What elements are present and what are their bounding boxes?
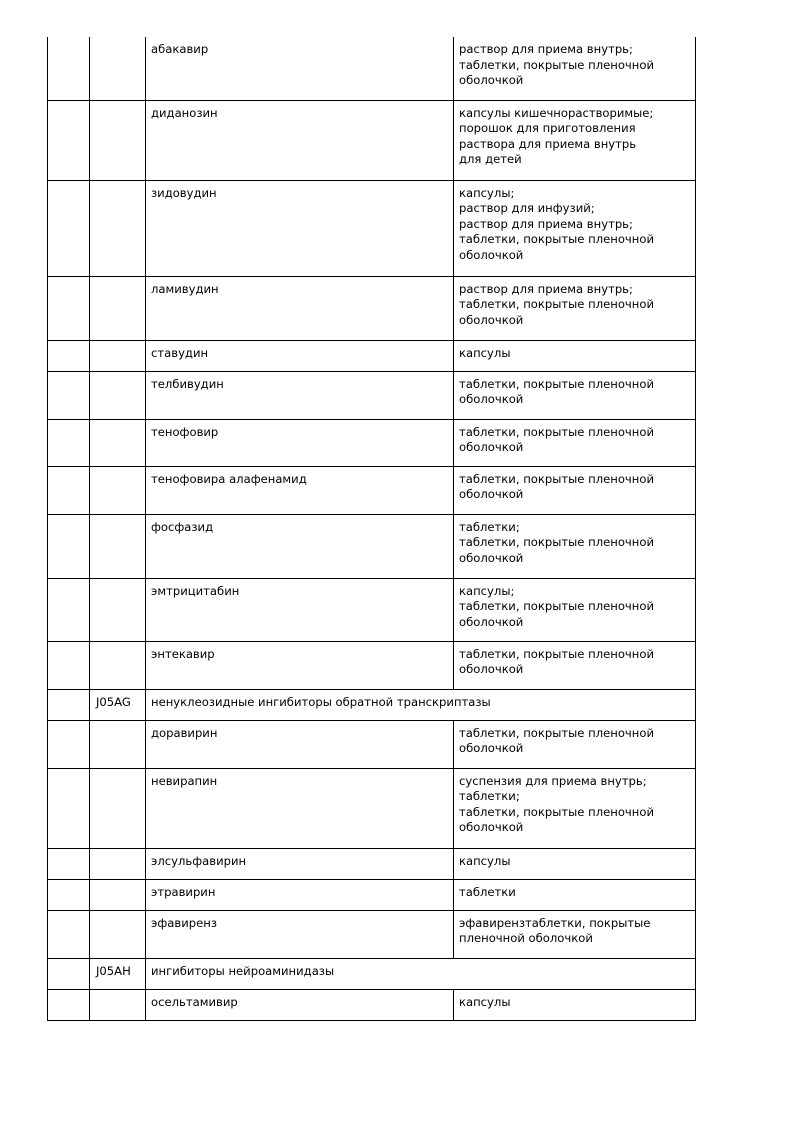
group-row	[48, 958, 696, 989]
drug-name-cell: элсульфавирин	[146, 848, 454, 879]
drug-name-cell: тенофовира алафенамид	[146, 466, 454, 514]
blank-cell	[48, 419, 90, 466]
table-row	[48, 578, 696, 641]
blank-cell	[48, 879, 90, 910]
atc-code-cell	[90, 466, 146, 514]
atc-code-cell	[90, 276, 146, 340]
dosage-form-cell: таблетки; таблетки, покрытые пленочной оболочкой	[454, 514, 696, 578]
drug-table	[47, 37, 696, 1021]
table-row	[48, 641, 696, 689]
blank-cell	[48, 37, 90, 100]
blank-cell	[48, 100, 90, 180]
drug-name-cell: диданозин	[146, 100, 454, 180]
drug-name-cell: эмтрицитабин	[146, 578, 454, 641]
atc-code-cell	[90, 641, 146, 689]
table-row	[48, 340, 696, 371]
table-row	[48, 466, 696, 514]
dosage-form-cell: таблетки, покрытые пленочной оболочкой	[454, 419, 696, 466]
drug-name-cell: фосфазид	[146, 514, 454, 578]
atc-code-cell	[90, 848, 146, 879]
blank-cell	[48, 371, 90, 419]
atc-code-cell	[90, 180, 146, 276]
atc-code-cell	[90, 340, 146, 371]
dosage-form-cell: капсулы	[454, 848, 696, 879]
atc-code-cell	[90, 910, 146, 958]
table-row	[48, 879, 696, 910]
dosage-form-cell: капсулы	[454, 340, 696, 371]
table-row	[48, 180, 696, 276]
drug-name-cell: тенофовир	[146, 419, 454, 466]
table-row	[48, 100, 696, 180]
drug-name-cell: абакавир	[146, 37, 454, 100]
group-title-cell: ингибиторы нейроаминидазы	[146, 958, 696, 989]
blank-cell	[48, 578, 90, 641]
blank-cell	[48, 989, 90, 1020]
drug-name-cell: этравирин	[146, 879, 454, 910]
drug-name-cell: эфавиренз	[146, 910, 454, 958]
blank-cell	[48, 910, 90, 958]
atc-code-cell: J05AG	[90, 689, 146, 720]
group-title-cell: ненуклеозидные ингибиторы обратной транскриптазы	[146, 689, 696, 720]
drug-name-cell: осельтамивир	[146, 989, 454, 1020]
atc-code-cell	[90, 720, 146, 768]
drug-name-cell: ставудин	[146, 340, 454, 371]
blank-cell	[48, 514, 90, 578]
blank-cell	[48, 180, 90, 276]
blank-cell	[48, 768, 90, 848]
atc-code-cell	[90, 989, 146, 1020]
drug-name-cell: невирапин	[146, 768, 454, 848]
dosage-form-cell: капсулы	[454, 989, 696, 1020]
blank-cell	[48, 689, 90, 720]
atc-code-cell	[90, 37, 146, 100]
table-row	[48, 276, 696, 340]
drug-name-cell: зидовудин	[146, 180, 454, 276]
blank-cell	[48, 466, 90, 514]
atc-code-cell	[90, 371, 146, 419]
dosage-form-cell: таблетки, покрытые пленочной оболочкой	[454, 720, 696, 768]
blank-cell	[48, 958, 90, 989]
blank-cell	[48, 276, 90, 340]
atc-code-cell	[90, 514, 146, 578]
table-row	[48, 720, 696, 768]
dosage-form-cell: таблетки, покрытые пленочной оболочкой	[454, 466, 696, 514]
dosage-form-cell: раствор для приема внутрь; таблетки, покрытые пленочной оболочкой	[454, 276, 696, 340]
table-row	[48, 419, 696, 466]
table-row	[48, 514, 696, 578]
dosage-form-cell: эфавирензтаблетки, покрытые пленочной оболочкой	[454, 910, 696, 958]
dosage-form-cell: таблетки, покрытые пленочной оболочкой	[454, 371, 696, 419]
dosage-form-cell: капсулы кишечнорастворимые; порошок для приготовления раствора для приема внутрь для детей	[454, 100, 696, 180]
blank-cell	[48, 848, 90, 879]
table-row	[48, 989, 696, 1020]
dosage-form-cell: таблетки, покрытые пленочной оболочкой	[454, 641, 696, 689]
atc-code-cell: J05AH	[90, 958, 146, 989]
blank-cell	[48, 720, 90, 768]
group-row	[48, 689, 696, 720]
table-body	[48, 37, 696, 1020]
blank-cell	[48, 641, 90, 689]
table-row	[48, 768, 696, 848]
drug-name-cell: ламивудин	[146, 276, 454, 340]
dosage-form-cell: раствор для приема внутрь; таблетки, покрытые пленочной оболочкой	[454, 37, 696, 100]
drug-name-cell: телбивудин	[146, 371, 454, 419]
dosage-form-cell: капсулы; таблетки, покрытые пленочной оболочкой	[454, 578, 696, 641]
table-row	[48, 910, 696, 958]
dosage-form-cell: суспензия для приема внутрь; таблетки; таблетки, покрытые пленочной оболочкой	[454, 768, 696, 848]
atc-code-cell	[90, 100, 146, 180]
drug-name-cell: энтекавир	[146, 641, 454, 689]
atc-code-cell	[90, 578, 146, 641]
blank-cell	[48, 340, 90, 371]
drug-name-cell: доравирин	[146, 720, 454, 768]
table-row	[48, 37, 696, 100]
table-row	[48, 848, 696, 879]
atc-code-cell	[90, 879, 146, 910]
atc-code-cell	[90, 419, 146, 466]
atc-code-cell	[90, 768, 146, 848]
table-row	[48, 371, 696, 419]
dosage-form-cell: капсулы; раствор для инфузий; раствор для приема внутрь; таблетки, покрытые пленочной оболочкой	[454, 180, 696, 276]
dosage-form-cell: таблетки	[454, 879, 696, 910]
